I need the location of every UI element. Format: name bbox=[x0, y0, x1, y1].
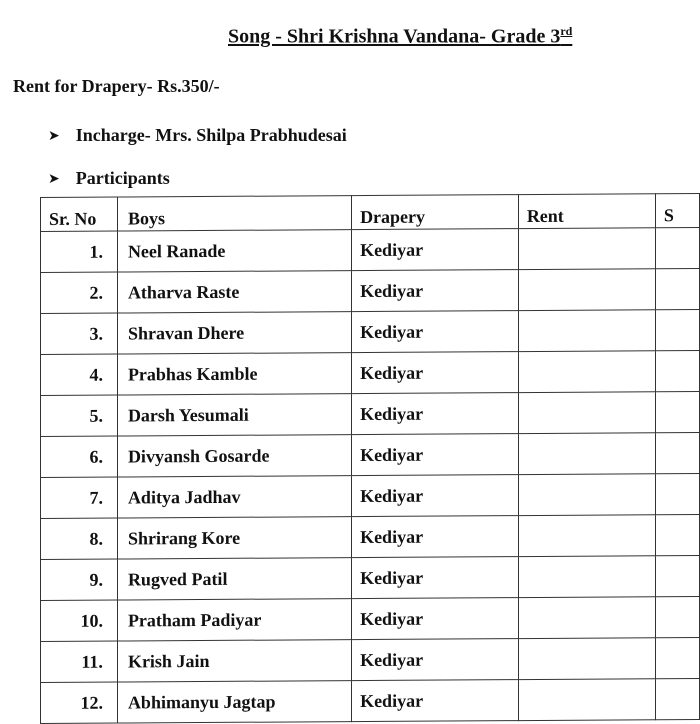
cell-rent bbox=[518, 433, 655, 475]
cell-rent bbox=[518, 269, 655, 311]
cell-drapery: Kediyar bbox=[352, 639, 519, 681]
cell-boy-name: Shravan Dhere bbox=[117, 312, 351, 354]
table-row bbox=[41, 555, 700, 600]
cell-drapery: Kediyar bbox=[352, 680, 519, 722]
cell-sr-no: 5. bbox=[41, 395, 118, 436]
table-row bbox=[41, 678, 700, 723]
cell-boy-name: Prabhas Kamble bbox=[117, 353, 351, 395]
cell-extra bbox=[655, 309, 699, 350]
cell-rent bbox=[518, 556, 655, 598]
cell-extra bbox=[655, 678, 699, 719]
cell-boy-name: Pratham Padiyar bbox=[117, 599, 351, 641]
header-boys: Boys bbox=[117, 196, 351, 231]
cell-rent bbox=[518, 597, 655, 639]
arrowhead-bullet-icon: ➤ bbox=[48, 171, 60, 187]
cell-sr-no: 10. bbox=[41, 600, 118, 641]
participants-table bbox=[40, 193, 700, 724]
cell-rent bbox=[518, 310, 655, 352]
cell-drapery: Kediyar bbox=[352, 393, 519, 435]
header-drapery: Drapery bbox=[352, 195, 519, 230]
cell-boy-name: Shrirang Kore bbox=[117, 517, 351, 559]
cell-drapery: Kediyar bbox=[352, 311, 519, 353]
table-row bbox=[41, 637, 700, 682]
cell-drapery: Kediyar bbox=[352, 229, 519, 271]
cell-sr-no: 3. bbox=[41, 313, 118, 354]
cell-sr-no: 6. bbox=[41, 436, 118, 477]
cell-rent bbox=[518, 228, 655, 270]
cell-extra bbox=[655, 350, 699, 391]
cell-sr-no: 2. bbox=[41, 272, 118, 313]
cell-extra bbox=[655, 391, 699, 432]
cell-drapery: Kediyar bbox=[352, 516, 519, 558]
cell-boy-name: Krish Jain bbox=[117, 640, 351, 682]
cell-sr-no: 8. bbox=[41, 518, 118, 559]
title-text: Song - Shri Krishna Vandana- Grade 3 bbox=[228, 25, 561, 48]
cell-rent bbox=[518, 474, 655, 516]
table-row bbox=[41, 514, 700, 559]
table-row bbox=[41, 432, 700, 477]
cell-drapery: Kediyar bbox=[352, 475, 519, 517]
cell-rent bbox=[518, 392, 655, 434]
cell-sr-no: 9. bbox=[41, 559, 118, 600]
cell-extra bbox=[655, 432, 699, 473]
cell-drapery: Kediyar bbox=[352, 598, 519, 640]
cell-extra bbox=[655, 514, 699, 555]
cell-extra bbox=[655, 555, 699, 596]
cell-extra bbox=[655, 268, 699, 309]
cell-extra bbox=[655, 596, 699, 637]
table-row bbox=[41, 473, 700, 518]
table-row bbox=[41, 350, 700, 395]
title-superscript: rd bbox=[560, 24, 573, 38]
cell-drapery: Kediyar bbox=[352, 352, 519, 394]
cell-rent bbox=[518, 351, 655, 393]
cell-boy-name: Abhimanyu Jagtap bbox=[117, 681, 351, 723]
document-title bbox=[228, 24, 572, 49]
cell-sr-no: 12. bbox=[41, 682, 118, 723]
header-rent: Rent bbox=[518, 194, 655, 229]
cell-boy-name: Darsh Yesumali bbox=[117, 394, 351, 436]
cell-sr-no: 11. bbox=[41, 641, 118, 682]
cell-boy-name: Neel Ranade bbox=[117, 230, 351, 272]
cell-boy-name: Divyansh Gosarde bbox=[117, 435, 351, 477]
bullet-incharge bbox=[48, 125, 347, 146]
cell-rent bbox=[518, 515, 655, 557]
cell-extra bbox=[655, 473, 699, 514]
table-row bbox=[41, 596, 700, 641]
table-header-row bbox=[41, 193, 700, 231]
bullet-participants bbox=[48, 168, 170, 189]
bullet-incharge-text: Incharge- Mrs. Shilpa Prabhudesai bbox=[75, 125, 347, 145]
cell-sr-no: 7. bbox=[41, 477, 118, 518]
cell-boy-name: Atharva Raste bbox=[117, 271, 351, 313]
bullet-participants-text: Participants bbox=[75, 168, 170, 188]
cell-sr-no: 1. bbox=[41, 231, 118, 272]
table-row bbox=[41, 227, 700, 272]
rent-line: Rent for Drapery- Rs.350/- bbox=[13, 76, 220, 96]
table-row bbox=[41, 309, 700, 354]
cell-extra bbox=[655, 227, 699, 268]
header-cut-off: S bbox=[655, 193, 699, 227]
table-row bbox=[41, 268, 700, 313]
header-sr-no: Sr. No bbox=[41, 197, 118, 231]
cell-extra bbox=[655, 637, 699, 678]
cell-drapery: Kediyar bbox=[352, 270, 519, 312]
cell-drapery: Kediyar bbox=[352, 557, 519, 599]
cell-boy-name: Aditya Jadhav bbox=[117, 476, 351, 518]
cell-drapery: Kediyar bbox=[352, 434, 519, 476]
cell-sr-no: 4. bbox=[41, 354, 118, 395]
cell-boy-name: Rugved Patil bbox=[117, 558, 351, 600]
cell-rent bbox=[518, 638, 655, 680]
arrowhead-bullet-icon: ➤ bbox=[48, 128, 60, 144]
table-row bbox=[41, 391, 700, 436]
